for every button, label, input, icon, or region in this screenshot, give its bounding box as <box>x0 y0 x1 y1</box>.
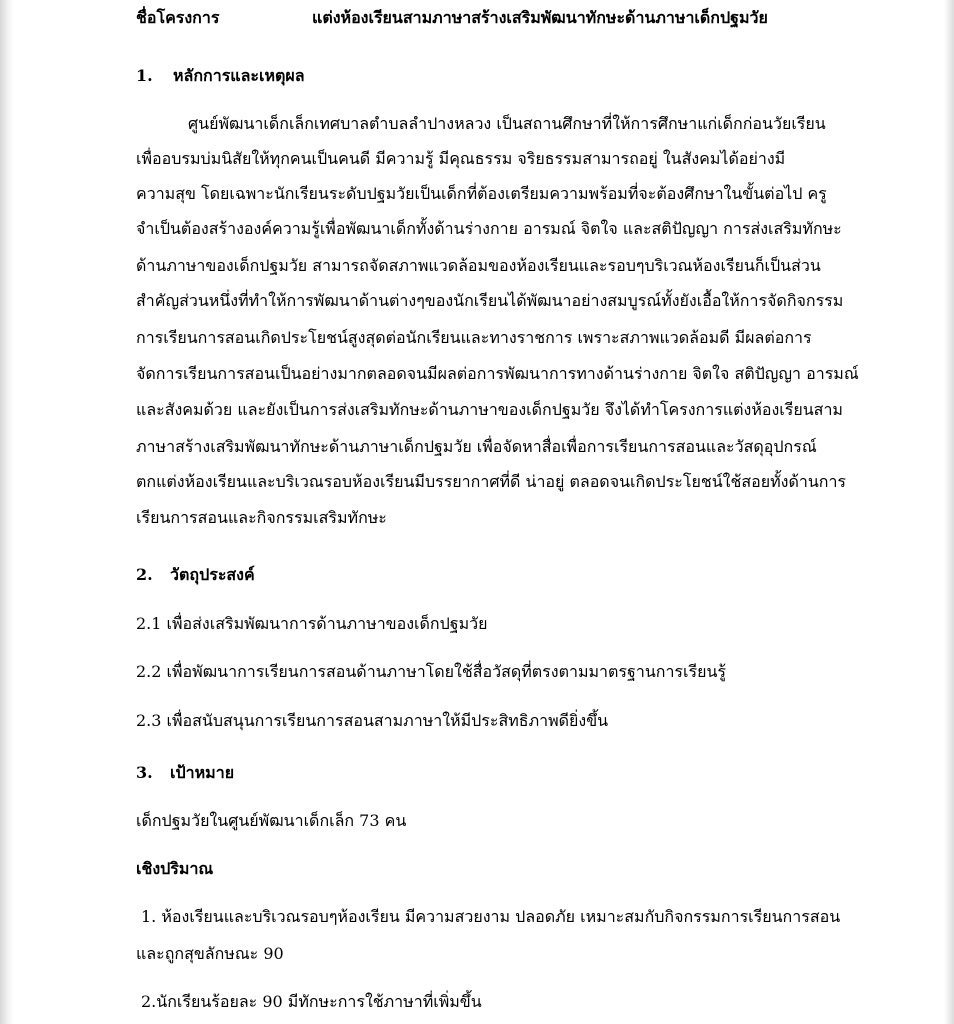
objective-item: 2.3 เพื่อสนับสนุนการเรียนการสอนสามภาษาให้มีประสิทธิภาพดียิ่งขึ้น <box>136 711 609 730</box>
section-2-number: 2. <box>136 565 153 584</box>
quantitative-item: 2.นักเรียนร้อยละ 90 มีทักษะการใช้ภาษาที่เพิ่มขึ้น <box>141 992 482 1011</box>
paragraph-line: เรียนการสอนและกิจกรรมเสริมทักษะ <box>136 508 387 527</box>
paragraph-line: ศูนย์พัฒนาเด็กเล็กเทศบาลตำบลลำปางหลวง เป็นสถานศึกษาที่ให้การศึกษาแก่เด็กก่อนวัยเรียน <box>188 114 826 133</box>
paragraph-line: ด้านภาษาของเด็กปฐมวัย สามารถจัดสภาพแวดล้อมของห้องเรียนและรอบๆบริเวณห้องเรียนก็เป็นส่วน <box>136 256 821 275</box>
paragraph-line: จำเป็นต้องสร้างองค์ความรู้เพื่อพัฒนาเด็กทั้งด้านร่างกาย อารมณ์ จิตใจ และสติปัญญา การส่งเสริมทักษะ <box>136 219 842 238</box>
section-1-number: 1. <box>136 66 153 85</box>
quantitative-item: 1. ห้องเรียนและบริเวณรอบๆห้องเรียน มีความสวยงาม ปลอดภัย เหมาะสมกับกิจกรรมการเรียนการสอน <box>141 907 841 926</box>
paragraph-line: สำคัญส่วนหนึ่งที่ทำให้การพัฒนาด้านต่างๆของนักเรียนได้พัฒนาอย่างสมบูรณ์ทั้งยังเอื้อให้การจัดกิจกรรม <box>136 291 844 310</box>
paragraph-line: ความสุข โดยเฉพาะนักเรียนระดับปฐมวัยเป็นเด็กที่ต้องเตรียมความพร้อมที่จะต้องศึกษาในขั้นต่อไป ครู <box>136 184 827 203</box>
paragraph-line: ตกแต่งห้องเรียนและบริเวณรอบห้องเรียนมีบรรยากาศที่ดี น่าอยู่ ตลอดจนเกิดประโยชน์ใช้สอยทั้งด้านการ <box>136 472 847 491</box>
project-title: แต่งห้องเรียนสามภาษาสร้างเสริมพัฒนาทักษะด้านภาษาเด็กปฐมวัย <box>312 8 768 27</box>
target-text: เด็กปฐมวัยในศูนย์พัฒนาเด็กเล็ก 73 คน <box>136 811 407 830</box>
section-3-number: 3. <box>136 763 153 782</box>
paragraph-line: ภาษาสร้างเสริมพัฒนาทักษะด้านภาษาเด็กปฐมวัย เพื่อจัดหาสื่อเพื่อการเรียนการสอนและวัสดุอุปกรณ์ <box>136 437 817 456</box>
paragraph-line: และสังคมด้วย และยังเป็นการส่งเสริมทักษะด้านภาษาของเด็กปฐมวัย จึงได้ทำโครงการแต่งห้องเรียนสาม <box>136 400 843 419</box>
project-label: ชื่อโครงการ <box>136 8 220 27</box>
quantitative-item-continuation: และถูกสุขลักษณะ 90 <box>136 944 284 963</box>
section-3-heading: เป้าหมาย <box>170 763 235 782</box>
objective-item: 2.2 เพื่อพัฒนาการเรียนการสอนด้านภาษาโดยใช้สื่อวัสดุที่ตรงตามมาตรฐานการเรียนรู้ <box>136 662 726 681</box>
section-2-heading: วัตถุประสงค์ <box>170 565 255 584</box>
objective-item: 2.1 เพื่อส่งเสริมพัฒนาการด้านภาษาของเด็กปฐมวัย <box>136 614 488 633</box>
paragraph-line: จัดการเรียนการสอนเป็นอย่างมากตลอดจนมีผลต่อการพัฒนาการทางด้านร่างกาย จิตใจ สติปัญญา อารมณ์ <box>136 364 859 383</box>
paragraph-line: การเรียนการสอนเกิดประโยชน์สูงสุดต่อนักเรียนและทางราชการ เพราะสภาพแวดล้อมดี มีผลต่อการ <box>136 328 812 347</box>
quantitative-heading: เชิงปริมาณ <box>136 859 214 878</box>
paragraph-line: เพื่ออบรมบ่มนิสัยให้ทุกคนเป็นคนดี มีความรู้ มีคุณธรรม จริยธรรมสามารถอยู่ ในสังคมได้อย่างมี <box>136 149 786 168</box>
section-1-heading: หลักการและเหตุผล <box>173 66 305 85</box>
